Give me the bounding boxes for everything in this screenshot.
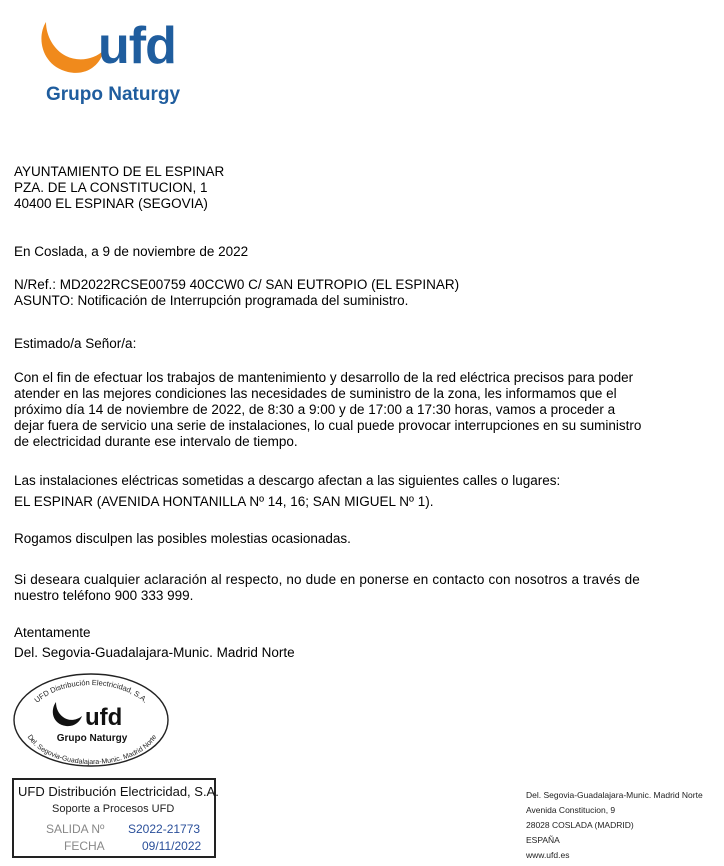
fecha-value: 09/11/2022 [142,839,202,853]
salida-label: SALIDA Nº [46,822,105,836]
salida-number: S2022-21773 [128,822,201,836]
closing-salutation: Atentamente [14,625,91,640]
stamp-tagline: Grupo Naturgy [56,733,128,744]
body-paragraph-1-line-3: próximo día 14 de noviembre de 2022, de 8:30 a 9:00 y de 17:00 a 17:30 horas, vamos a proceder a [14,402,616,417]
body-paragraph-1-line-2: atender en las mejores condiciones las necesidades de suministro de la zona, les informamos que el [14,386,617,401]
company-stamp [10,670,172,770]
registry-stamp-box [12,778,219,858]
greeting: Estimado/a Señor/a: [14,336,137,351]
recipient-line-2: PZA. DE LA CONSTITUCION, 1 [14,180,208,195]
reference-line: N/Ref.: MD2022RCSE00759 40CCW0 C/ SAN EUTROPIO (EL ESPINAR) [14,277,460,292]
stamp-bottom-text: Del. Segovia-Guadalajara-Munic. Madrid Norte [25,733,159,767]
footer-line-3: 28028 COSLADA (MADRID) [526,820,634,830]
stamp-top-text: UFD Distribución Electricidad, S.A. [32,678,150,705]
body-paragraph-1-line-5: de electricidad durante ese intervalo de tiempo. [14,434,298,449]
contact-line-1: Si deseara cualquier aclaración al respecto, no dude en ponerse en contacto con nosotros a través de [14,572,640,587]
affected-streets: EL ESPINAR (AVENIDA HONTANILLA Nº 14, 16; SAN MIGUEL Nº 1). [14,494,434,509]
ufd-logo [38,16,198,111]
footer-line-2: Avenida Constitucion, 9 [526,805,616,815]
closing-signature: Del. Segovia-Guadalajara-Munic. Madrid Norte [14,645,295,660]
logo-tagline: Grupo Naturgy [46,84,181,105]
svg-text:UFD Distribución Electricidad, [32,678,149,705]
stamp-wordmark: ufd [85,704,123,731]
contact-line-2: nuestro teléfono 900 333 999. [14,588,194,603]
recipient-line-1: AYUNTAMIENTO DE EL ESPINAR [14,164,225,179]
stamp-crescent-icon [53,702,82,726]
body-paragraph-2: Las instalaciones eléctricas sometidas a descargo afectan a las siguientes calles o lugares: [14,473,561,488]
registry-company: UFD Distribución Electricidad, S.A. [18,784,219,799]
subject-line: ASUNTO: Notificación de Interrupción programada del suministro. [14,293,409,308]
date-line: En Coslada, a 9 de noviembre de 2022 [14,244,249,259]
body-paragraph-1-line-1: Con el fin de efectuar los trabajos de mantenimiento y desarrollo de la red eléctrica precisos para poder [14,370,634,385]
recipient-line-3: 40400 EL ESPINAR (SEGOVIA) [14,196,208,211]
apology-line: Rogamos disculpen las posibles molestias ocasionadas. [14,531,351,546]
logo-wordmark: ufd [98,17,176,75]
footer-line-1: Del. Segovia-Guadalajara-Munic. Madrid Norte [526,790,703,800]
fecha-label: FECHA [64,839,105,853]
body-paragraph-1-line-4: dejar fuera de servicio una serie de instalaciones, lo cual puede provocar interrupciones en su suministro [14,418,642,433]
footer-line-4: ESPAÑA [526,835,560,845]
footer-website-link[interactable]: www.ufd.es [526,850,570,860]
footer-address [526,788,703,863]
registry-dept: Soporte a Procesos UFD [52,803,175,815]
